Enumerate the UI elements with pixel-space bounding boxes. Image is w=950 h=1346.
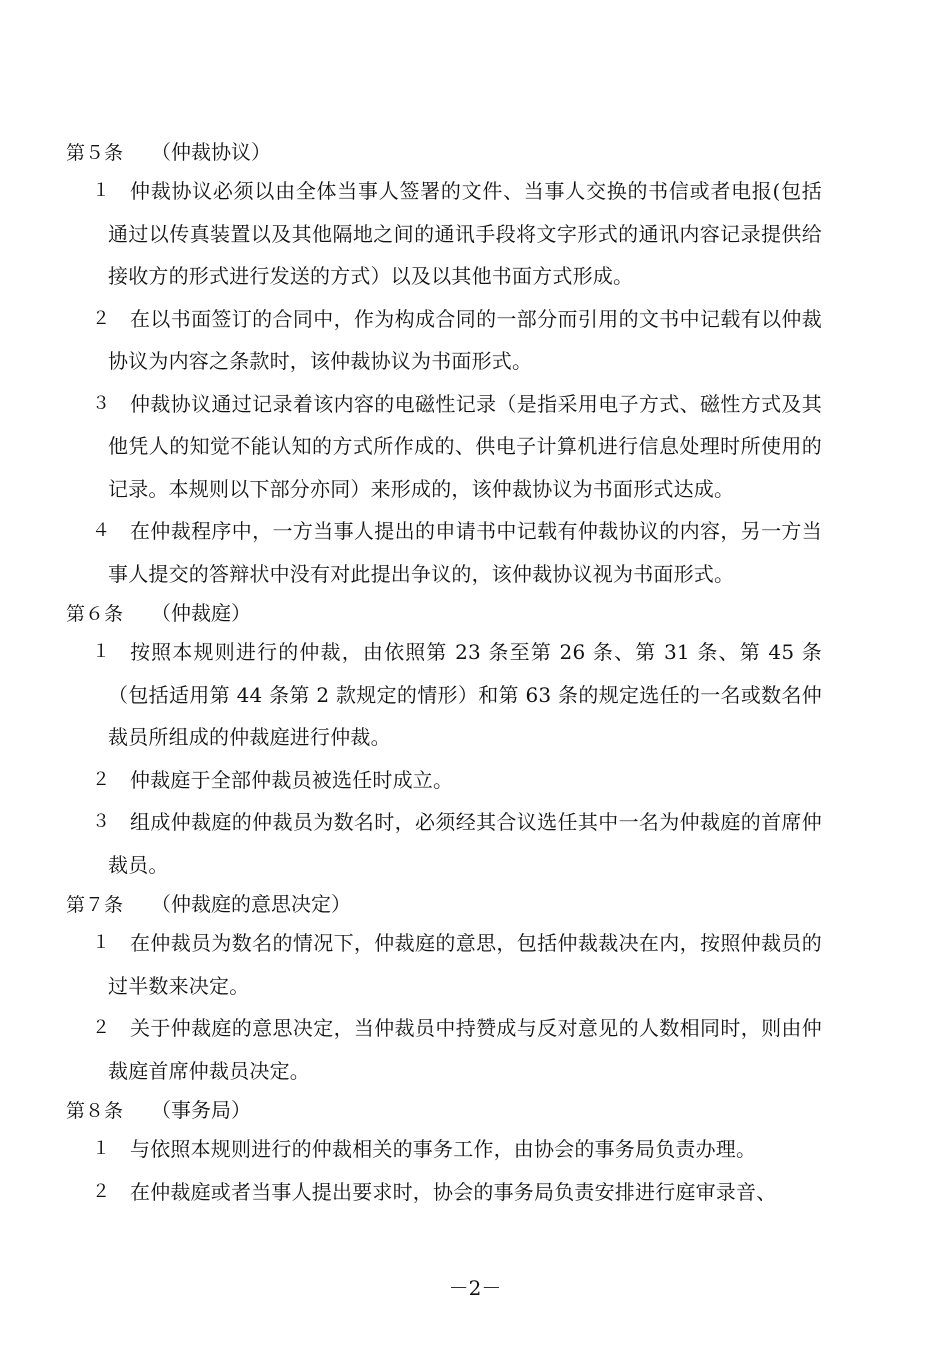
article-title: （仲裁协议） bbox=[151, 140, 272, 164]
article-title: （事务局） bbox=[151, 1098, 252, 1122]
clause-number: ２ bbox=[92, 1180, 110, 1202]
clause-number: ２ bbox=[92, 307, 110, 329]
clause bbox=[66, 298, 822, 383]
article-heading bbox=[66, 886, 822, 922]
clause bbox=[66, 170, 822, 298]
page-number: －2－ bbox=[448, 1276, 502, 1300]
clause-text: 与依照本规则进行的仲裁相关的事务工作，由协会的事务局负责办理。 bbox=[130, 1137, 757, 1161]
article-number: 第８条 bbox=[66, 1100, 124, 1122]
clause bbox=[66, 1171, 822, 1214]
article-number: 第５条 bbox=[66, 142, 124, 164]
clause-number: ３ bbox=[92, 811, 110, 832]
clause-text: 关于仲裁庭的意思决定，当仲裁员中持赞成与反对意见的人数相同时，则由仲裁庭首席仲裁员决定。 bbox=[108, 1016, 822, 1083]
clause-text: 仲裁协议通过记录着该内容的电磁性记录（是指采用电子方式、磁性方式及其他凭人的知觉不能认知的方式所作成的、供电子计算机进行信息处理时所使用的记录。本规则以下部分亦同）来形成的，该仲裁协议为书面形式达成。 bbox=[108, 391, 822, 501]
article-number: 第６条 bbox=[66, 603, 124, 625]
clause-number: １ bbox=[92, 180, 110, 201]
clause bbox=[66, 922, 822, 1007]
article-heading bbox=[66, 134, 822, 170]
clause-text: 在仲裁庭或者当事人提出要求时，协会的事务局负责安排进行庭审录音、 bbox=[130, 1179, 777, 1204]
clause bbox=[66, 1128, 822, 1171]
clause-number: ３ bbox=[92, 392, 110, 414]
clause bbox=[66, 801, 822, 886]
clause-text: 在仲裁员为数名的情况下，仲裁庭的意思，包括仲裁裁决在内，按照仲裁员的过半数来决定。 bbox=[108, 931, 822, 998]
document-body bbox=[66, 134, 822, 1213]
clause-number: ２ bbox=[92, 1017, 110, 1038]
clause-text: 仲裁协议必须以由全体当事人签署的文件、当事人交换的书信或者电报(包括通过以传真装置以及其他隔地之间的通讯手段将文字形式的通讯内容记录提供给接收方的形式进行发送的方式）以及以其他书面方式形成。 bbox=[108, 179, 822, 288]
clause-text: 在以书面签订的合同中，作为构成合同的一部分而引用的文书中记载有以仲裁协议为内容之条款时，该仲裁协议为书面形式。 bbox=[108, 306, 822, 373]
clause bbox=[66, 383, 822, 511]
clause-number: １ bbox=[92, 641, 110, 662]
clause-text: 在仲裁程序中，一方当事人提出的申请书中记载有仲裁协议的内容，另一方当事人提交的答辩状中没有对此提出争议的，该仲裁协议视为书面形式。 bbox=[108, 519, 822, 586]
clause-number: ２ bbox=[92, 768, 110, 790]
clause-text: 仲裁庭于全部仲裁员被选任时成立。 bbox=[130, 767, 454, 792]
clause-number: １ bbox=[92, 932, 110, 953]
article-title: （仲裁庭） bbox=[151, 601, 252, 625]
article-title: （仲裁庭的意思决定） bbox=[151, 892, 352, 916]
article-heading bbox=[66, 595, 822, 631]
clause bbox=[66, 631, 822, 759]
clause bbox=[66, 510, 822, 595]
article-heading bbox=[66, 1092, 822, 1128]
clause-number: ４ bbox=[92, 520, 110, 541]
clause-text: 组成仲裁庭的仲裁员为数名时，必须经其合议选任其中一名为仲裁庭的首席仲裁员。 bbox=[108, 810, 822, 877]
clause-number: １ bbox=[92, 1138, 110, 1159]
clause bbox=[66, 759, 822, 802]
article-number: 第７条 bbox=[66, 894, 124, 916]
clause-text: 按照本规则进行的仲裁，由依照第 23 条至第 26 条、第 31 条、第 45 条（包括适用第 44 条第 2 款规定的情形）和第 63 条的规定选任的一名或数名仲裁员所组成的仲裁庭进行仲裁。 bbox=[108, 640, 822, 749]
clause bbox=[66, 1007, 822, 1092]
